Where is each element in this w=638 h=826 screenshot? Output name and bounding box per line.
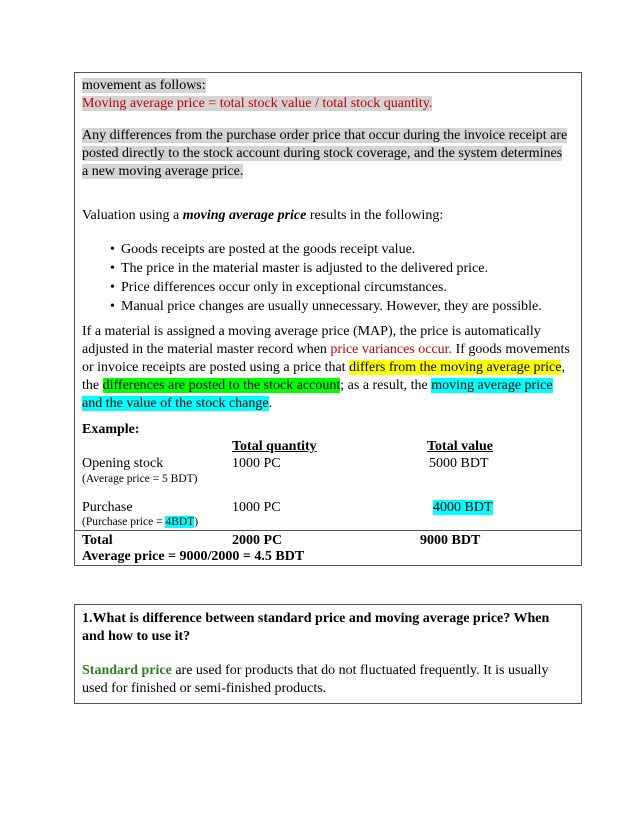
bullet-item: • The price in the material master is adjusted to the delivered price. [110, 261, 488, 276]
example-heading: Example: [82, 422, 140, 437]
content-box-question [74, 604, 582, 704]
para1-line2: posted directly to the stock account during stock coverage, and the system determines [82, 146, 563, 161]
average-price-line: Average price = 9000/2000 = 4.5 BDT [82, 549, 305, 564]
row-opening-stock-value: 5000 BDT [429, 456, 489, 471]
bullet-item: • Price differences occur only in exceptional circumstances. [110, 280, 447, 295]
question-line2: and how to use it? [82, 629, 191, 644]
para2-line4: the differences are posted to the stock account; as a result, the moving average price [82, 378, 553, 393]
answer-term: Standard price [82, 663, 172, 678]
content-box-moving-average [74, 72, 582, 566]
question-line1: 1.What is difference between standard price and moving average price? When [82, 611, 550, 626]
answer-line2: used for finished or semi-finished products. [82, 681, 327, 696]
row-purchase-qty: 1000 PC [232, 500, 281, 515]
answer-line1: Standard price are used for products that do not fluctuated frequently. It is usually [82, 663, 549, 678]
para2-line3: or invoice receipts are posted using a price that differs from the moving average price, [82, 360, 565, 375]
bullet-item: • Goods receipts are posted at the goods receipt value. [110, 242, 416, 257]
para2-line2: adjusted in the material master record when price variances occur. If goods movements [82, 342, 570, 357]
total-value: 9000 BDT [420, 533, 481, 548]
para1-line1: Any differences from the purchase order price that occur during the invoice receipt are [82, 128, 568, 143]
row-opening-stock-qty: 1000 PC [232, 456, 281, 471]
column-header-total-value: Total value [427, 439, 493, 454]
row-purchase-sub: (Purchase price = 4BDT) [82, 516, 199, 528]
column-header-total-quantity: Total quantity [232, 439, 317, 454]
para2-line1: If a material is assigned a moving average price (MAP), the price is automatically [82, 324, 541, 339]
valuation-line: Valuation using a moving average price results in the following: [82, 208, 444, 223]
total-quantity: 2000 PC [232, 533, 283, 548]
total-label: Total [82, 533, 113, 548]
formula-line: Moving average price = total stock value / total stock quantity. [82, 96, 433, 111]
total-separator [75, 530, 581, 531]
intro-line: movement as follows: [82, 78, 206, 93]
para1-line3: a new moving average price. [82, 164, 244, 179]
row-opening-stock-label: Opening stock [82, 456, 164, 471]
row-opening-stock-sub: (Average price = 5 BDT) [82, 473, 198, 485]
para2-line5: and the value of the stock change. [82, 396, 273, 411]
bullet-item: • Manual price changes are usually unnecessary. However, they are possible. [110, 299, 542, 314]
row-purchase-value: 4000 BDT [433, 500, 493, 515]
row-purchase-label: Purchase [82, 500, 133, 515]
